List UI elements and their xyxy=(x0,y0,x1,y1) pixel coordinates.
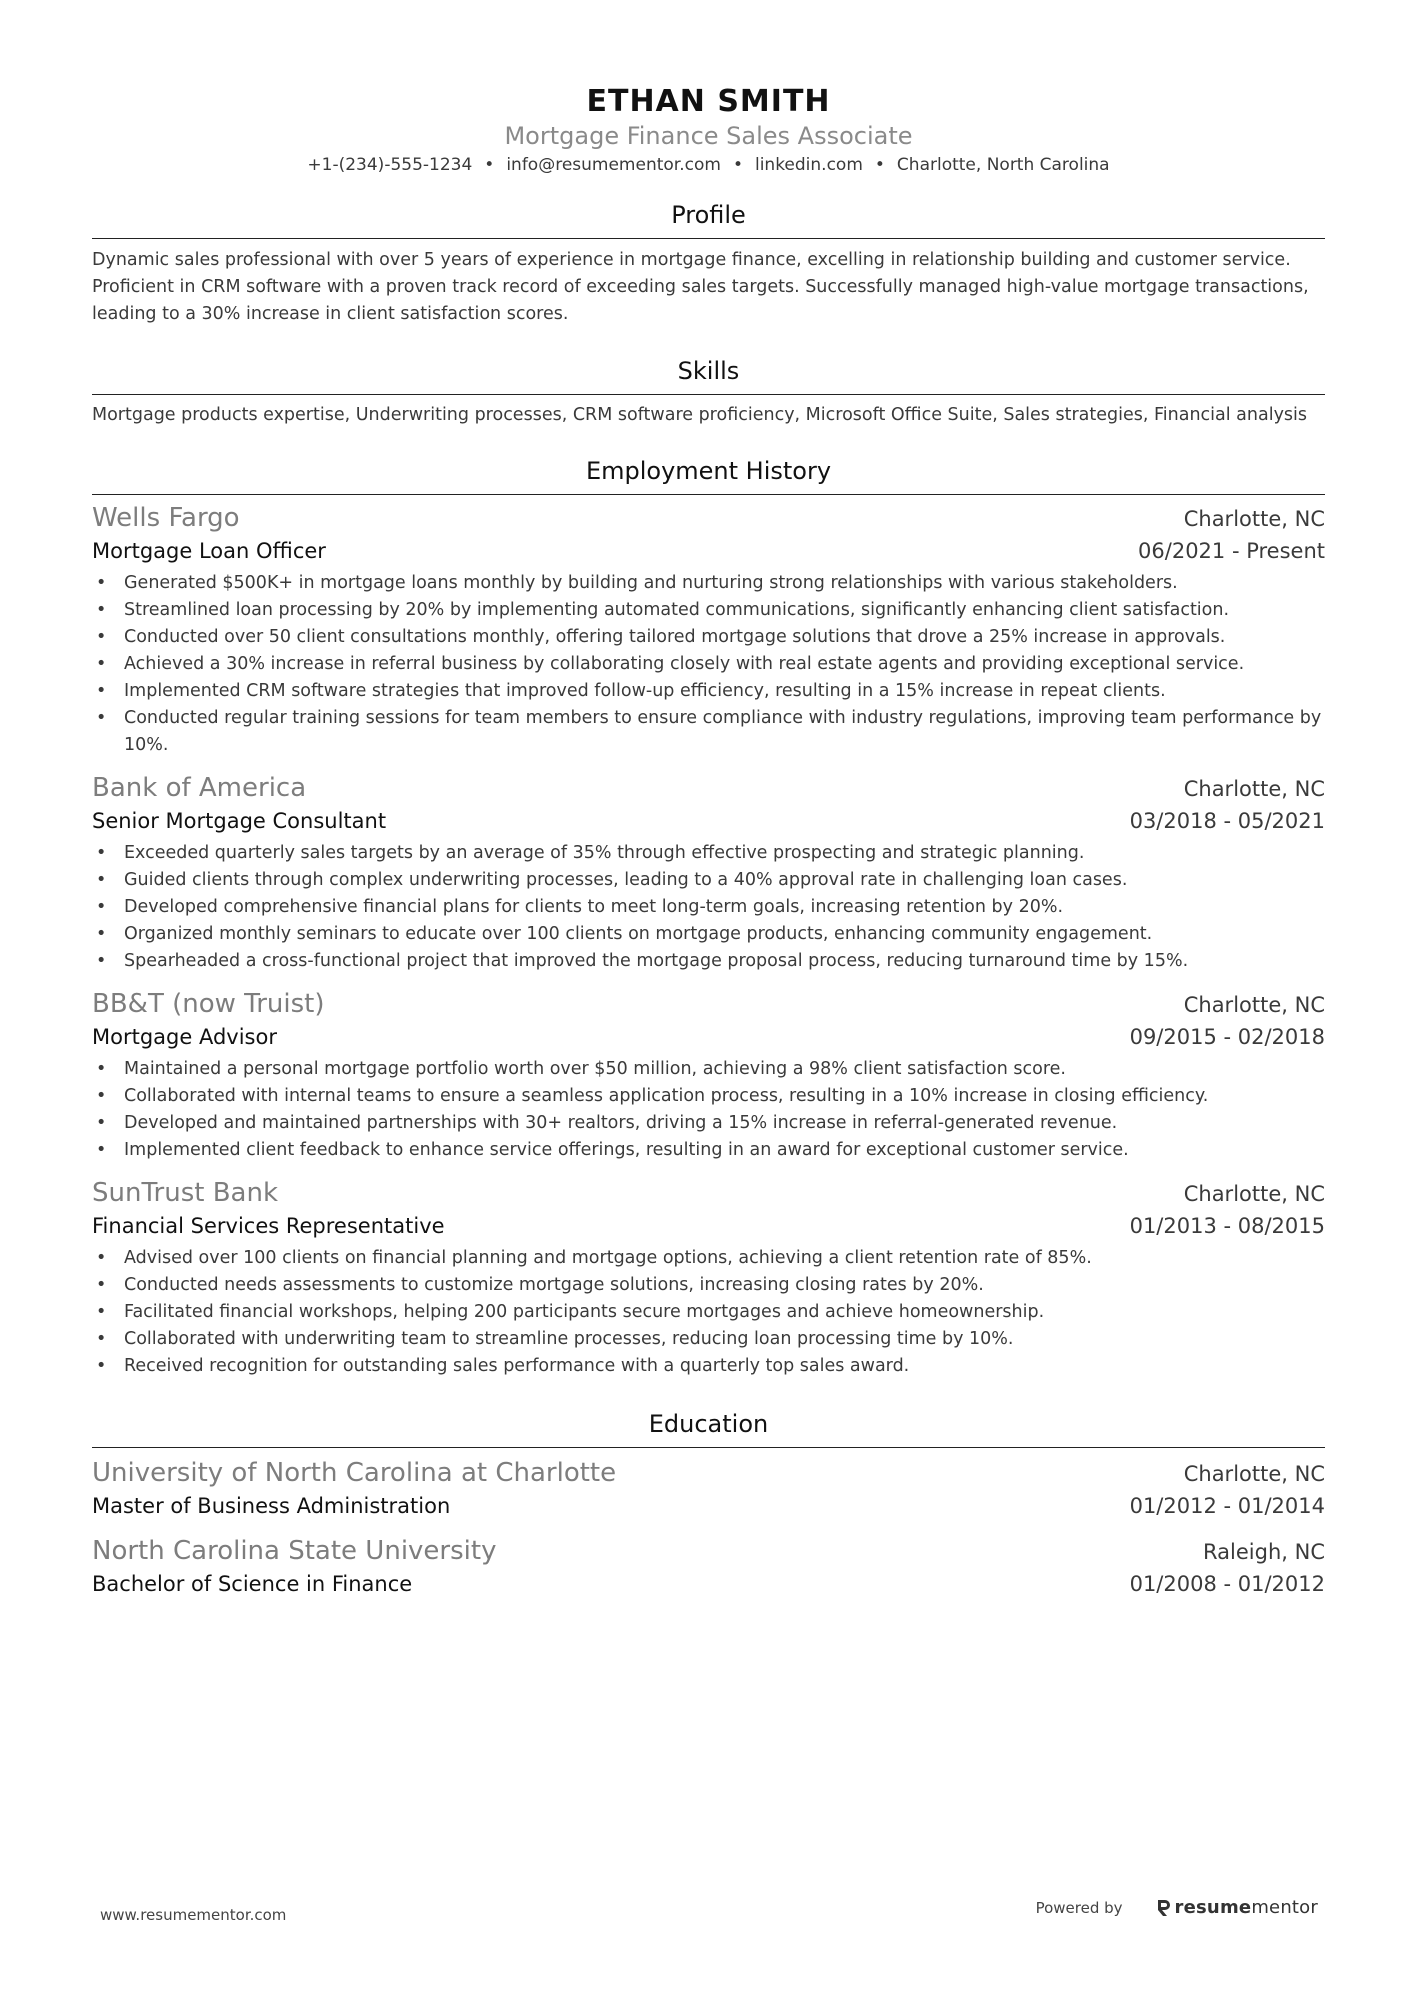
skills-heading: Skills xyxy=(92,355,1325,395)
job-bullets xyxy=(92,1056,1325,1164)
job-bullet-text: Developed and maintained partnerships with 30+ realtors, driving a 15% increase in referral-generated revenue. xyxy=(124,1113,1118,1133)
bullet-marker: • xyxy=(96,1248,107,1268)
education-dates: 01/2012 - 01/2014 xyxy=(1129,1494,1325,1518)
job-bullet-text: Implemented CRM software strategies that improved follow-up efficiency, resulting in a 15% increase in repeat clients. xyxy=(124,681,1166,701)
education-school-row xyxy=(92,1534,1325,1568)
job-company-row xyxy=(92,1176,1325,1210)
job-bullet-text: Guided clients through complex underwriting processes, leading to a 40% approval rate in challenging loan cases. xyxy=(124,870,1128,890)
bullet-marker: • xyxy=(96,600,107,620)
job-dates: 09/2015 - 02/2018 xyxy=(1129,1025,1325,1049)
job-entry xyxy=(92,1176,1325,1380)
bullet-marker: • xyxy=(96,870,107,890)
job-role-row xyxy=(92,535,1325,567)
footer-branding xyxy=(1036,1897,1318,1918)
job-bullet xyxy=(92,948,1325,975)
job-bullet xyxy=(92,570,1325,597)
candidate-name: ETHAN SMITH xyxy=(586,84,831,119)
contact-separator: • xyxy=(732,155,743,175)
job-location: Charlotte, NC xyxy=(1183,777,1325,801)
job-bullet xyxy=(92,1137,1325,1164)
job-bullet xyxy=(92,894,1325,921)
job-role: Mortgage Advisor xyxy=(92,1025,277,1049)
bullet-marker: • xyxy=(96,654,107,674)
education-heading: Education xyxy=(92,1408,1325,1448)
job-bullet-text: Generated $500K+ in mortgage loans monthly by building and nurturing strong relationships with various stakeholders. xyxy=(124,573,1178,593)
job-company: SunTrust Bank xyxy=(92,1178,278,1208)
job-entry xyxy=(92,771,1325,975)
job-bullets xyxy=(92,570,1325,759)
employment-list xyxy=(92,501,1325,1380)
job-bullet-text: Received recognition for outstanding sales performance with a quarterly top sales award. xyxy=(124,1356,910,1376)
job-bullet-text: Maintained a personal mortgage portfolio worth over $50 million, achieving a 98% client satisfaction score. xyxy=(124,1059,1066,1079)
bullet-marker: • xyxy=(96,1140,107,1160)
job-bullet-text: Organized monthly seminars to educate over 100 clients on mortgage products, enhancing community engagement. xyxy=(124,924,1153,944)
job-bullet-text: Conducted over 50 client consultations monthly, offering tailored mortgage solutions that drove a 25% increase in approvals. xyxy=(124,627,1226,647)
job-bullet-text: Collaborated with internal teams to ensure a seamless application process, resulting in a 10% increase in closing efficiency. xyxy=(124,1086,1209,1106)
job-bullet-text: Advised over 100 clients on financial planning and mortgage options, achieving a client retention rate of 85%. xyxy=(124,1248,1092,1268)
job-location: Charlotte, NC xyxy=(1183,1182,1325,1206)
education-entry xyxy=(92,1534,1325,1600)
job-bullets xyxy=(92,840,1325,975)
job-entry xyxy=(92,501,1325,759)
bullet-marker: • xyxy=(96,1059,107,1079)
education-degree-row xyxy=(92,1490,1325,1522)
bullet-marker: • xyxy=(96,1356,107,1376)
job-bullet-text: Developed comprehensive financial plans for clients to meet long-term goals, increasing retention by 20%. xyxy=(124,897,1064,917)
job-entry xyxy=(92,987,1325,1164)
bullet-marker: • xyxy=(96,1086,107,1106)
resumementor-logo[interactable] xyxy=(1155,1897,1318,1918)
job-bullet-text: Collaborated with underwriting team to streamline processes, reducing loan processing time by 10%. xyxy=(124,1329,1014,1349)
job-bullet xyxy=(92,1056,1325,1083)
job-bullet xyxy=(92,1299,1325,1326)
job-bullet xyxy=(92,840,1325,867)
job-company: BB&T (now Truist) xyxy=(92,989,325,1019)
job-bullet-text: Streamlined loan processing by 20% by implementing automated communications, significantly enhancing client satisfaction. xyxy=(124,600,1230,620)
education-school: North Carolina State University xyxy=(92,1536,497,1566)
job-bullet xyxy=(92,1353,1325,1380)
job-bullet-text: Facilitated financial workshops, helping 200 participants secure mortgages and achieve homeownership. xyxy=(124,1302,1045,1322)
resume-page xyxy=(92,0,1325,1600)
resumementor-logo-icon xyxy=(1155,1898,1171,1918)
education-location: Raleigh, NC xyxy=(1203,1540,1325,1564)
bullet-marker: • xyxy=(96,573,107,593)
contact-location: Charlotte, North Carolina xyxy=(896,155,1110,175)
job-bullet xyxy=(92,1326,1325,1353)
job-bullet xyxy=(92,921,1325,948)
job-bullet xyxy=(92,624,1325,651)
education-school: University of North Carolina at Charlotte xyxy=(92,1458,617,1488)
contact-phone: +1-(234)-555-1234 xyxy=(307,155,473,175)
job-dates: 01/2013 - 08/2015 xyxy=(1129,1214,1325,1238)
job-bullet xyxy=(92,1245,1325,1272)
logo-text-bold: resume xyxy=(1174,1897,1252,1918)
bullet-marker: • xyxy=(96,924,107,944)
job-bullet xyxy=(92,705,1325,759)
bullet-marker: • xyxy=(96,708,107,728)
job-company-row xyxy=(92,501,1325,535)
job-location: Charlotte, NC xyxy=(1183,507,1325,531)
job-company: Wells Fargo xyxy=(92,503,240,533)
contact-linkedin[interactable]: linkedin.com xyxy=(754,155,863,175)
education-degree-row xyxy=(92,1568,1325,1600)
skills-text: Mortgage products expertise, Underwriting processes, CRM software proficiency, Microsoft Office Suite, Sales strategies, Financial analysis xyxy=(92,405,1308,425)
job-bullet-text: Spearheaded a cross-functional project that improved the mortgage proposal process, reducing turnaround time by 15%. xyxy=(124,951,1189,971)
candidate-title: Mortgage Finance Sales Associate xyxy=(504,122,913,150)
job-bullet xyxy=(92,867,1325,894)
bullet-marker: • xyxy=(96,951,107,971)
job-role: Financial Services Representative xyxy=(92,1214,445,1238)
job-bullet-text: Conducted regular training sessions for team members to ensure compliance with industry regulations, improving team performance by 10%. xyxy=(124,708,1322,755)
education-dates: 01/2008 - 01/2012 xyxy=(1129,1572,1325,1596)
bullet-marker: • xyxy=(96,897,107,917)
education-degree: Master of Business Administration xyxy=(92,1494,451,1518)
job-company-row xyxy=(92,987,1325,1021)
resume-header xyxy=(92,0,1325,178)
job-bullet xyxy=(92,1083,1325,1110)
job-bullet xyxy=(92,651,1325,678)
job-bullet-text: Conducted needs assessments to customize mortgage solutions, increasing closing rates by 20%. xyxy=(124,1275,984,1295)
contact-line xyxy=(92,152,1325,178)
job-bullet-text: Implemented client feedback to enhance service offerings, resulting in an award for exceptional customer service. xyxy=(124,1140,1129,1160)
contact-email[interactable]: info@resumementor.com xyxy=(506,155,721,175)
resumementor-logo-text xyxy=(1175,1897,1318,1918)
bullet-marker: • xyxy=(96,681,107,701)
profile-text: Dynamic sales professional with over 5 years of experience in mortgage finance, excelling in relationship building and customer service. Proficient in CRM software with a proven track record of exceeding sales targets. Successfully managed high-value mortgage transactions, leading to a 30% increase in client satisfaction scores. xyxy=(92,250,1309,324)
job-bullet xyxy=(92,1272,1325,1299)
contact-separator: • xyxy=(484,155,495,175)
profile-heading: Profile xyxy=(92,199,1325,239)
education-degree: Bachelor of Science in Finance xyxy=(92,1572,413,1596)
job-role-row xyxy=(92,805,1325,837)
education-school-row xyxy=(92,1456,1325,1490)
job-bullet xyxy=(92,597,1325,624)
education-entry xyxy=(92,1456,1325,1522)
contact-separator: • xyxy=(874,155,885,175)
job-role: Mortgage Loan Officer xyxy=(92,539,326,563)
job-role: Senior Mortgage Consultant xyxy=(92,809,387,833)
education-location: Charlotte, NC xyxy=(1183,1462,1325,1486)
job-bullets xyxy=(92,1245,1325,1380)
footer-website[interactable]: www.resumementor.com xyxy=(100,1906,287,1924)
job-dates: 06/2021 - Present xyxy=(1138,539,1325,563)
job-role-row xyxy=(92,1021,1325,1053)
education-list xyxy=(92,1456,1325,1600)
job-bullet xyxy=(92,678,1325,705)
job-bullet-text: Achieved a 30% increase in referral business by collaborating closely with real estate agents and providing exceptional service. xyxy=(124,654,1245,674)
job-dates: 03/2018 - 05/2021 xyxy=(1129,809,1325,833)
job-bullet-text: Exceeded quarterly sales targets by an average of 35% through effective prospecting and strategic planning. xyxy=(124,843,1085,863)
footer-powered-by: Powered by xyxy=(1035,1898,1123,1917)
job-company-row xyxy=(92,771,1325,805)
bullet-marker: • xyxy=(96,627,107,647)
logo-text-regular: mentor xyxy=(1251,1897,1318,1918)
bullet-marker: • xyxy=(96,1275,107,1295)
bullet-marker: • xyxy=(96,1329,107,1349)
bullet-marker: • xyxy=(96,1113,107,1133)
job-company: Bank of America xyxy=(92,773,307,803)
job-location: Charlotte, NC xyxy=(1183,993,1325,1017)
job-bullet xyxy=(92,1110,1325,1137)
employment-heading: Employment History xyxy=(92,455,1325,495)
bullet-marker: • xyxy=(96,1302,107,1322)
job-role-row xyxy=(92,1210,1325,1242)
bullet-marker: • xyxy=(96,843,107,863)
